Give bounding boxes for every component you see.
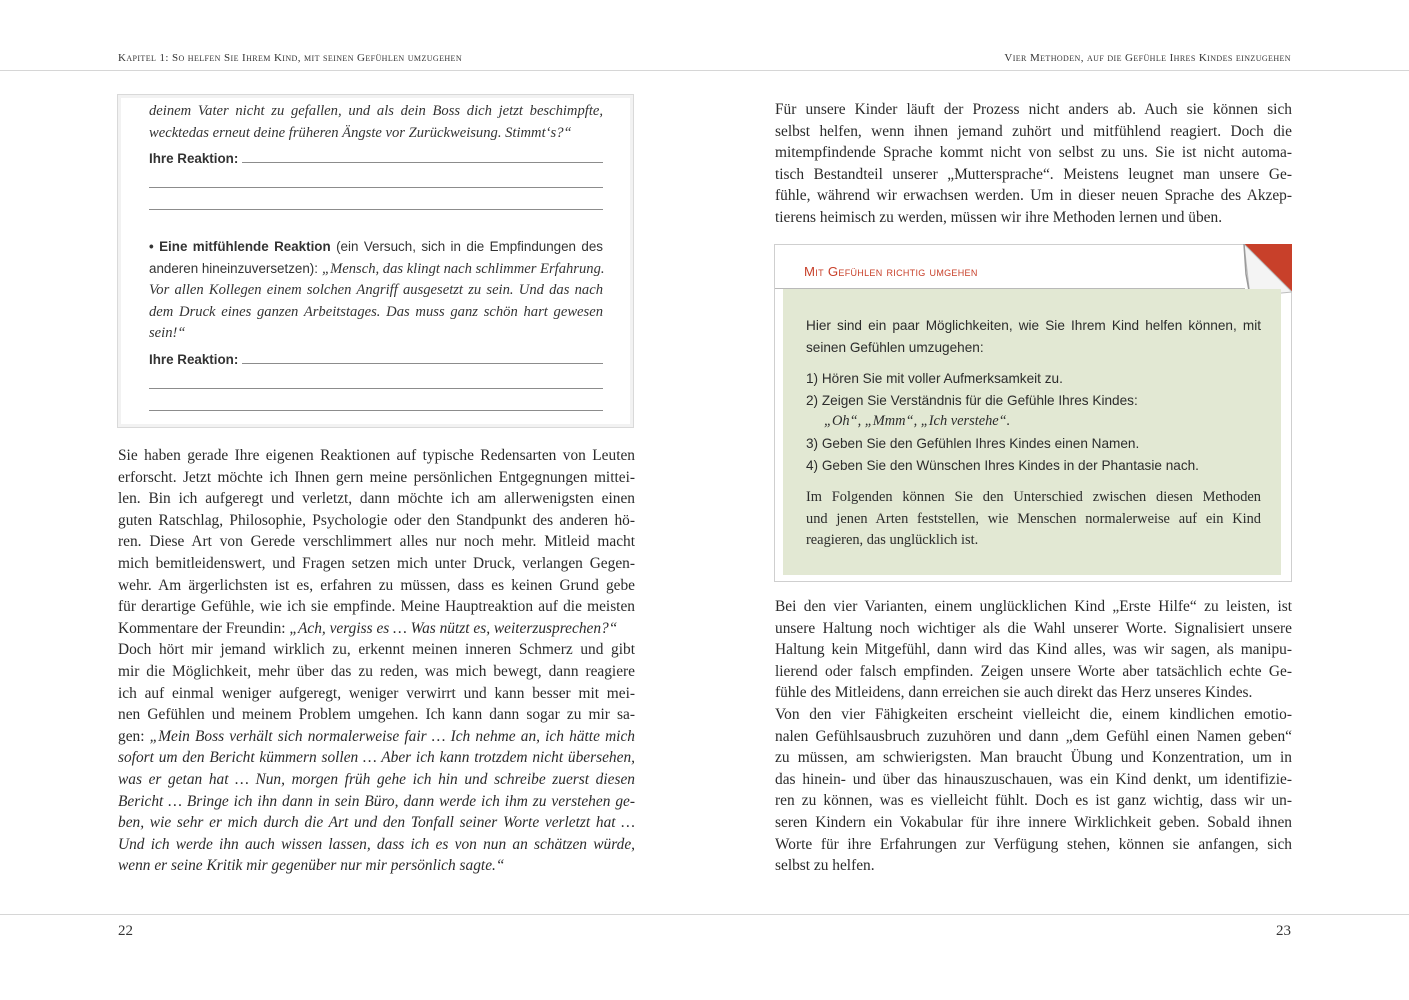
- page-number-left: 22: [118, 923, 133, 939]
- text-line: ren. Diese Art von Gerede verschlimmert alles nur noch mehr. Mitleid macht: [118, 533, 635, 551]
- text-line: selbst zu helfen.: [775, 857, 875, 875]
- text-line: Für unsere Kinder läuft der Prozess nicht anders ab. Auch sie können sich: [775, 101, 1292, 118]
- worksheet-intro-line: deinem Vater nicht zu gefallen, und als dein Boss dich jetzt beschimpfte,: [149, 103, 603, 119]
- reaction-row-2[interactable]: [149, 347, 603, 367]
- running-header-left: Kapitel 1: So helfen Sie Ihrem Kind, mit seinen Gefühlen umzugehen: [118, 52, 463, 64]
- text-line: seren Kindern ein Vokabular für ihre innere Wirklichkeit geben. Sobald ihnen: [775, 813, 1292, 831]
- tips-box-content: [783, 289, 1281, 575]
- text-line: wehr. Am ärgerlichsten ist es, erfahren zu müssen, dass es keinen Grund gebe: [118, 576, 635, 594]
- text-line: Von den vier Fähigkeiten erscheint vielleicht die, einem kindlichen emotio-: [775, 705, 1292, 723]
- reaction-row-1[interactable]: [149, 146, 603, 166]
- text-line: Haltung kein Mitgefühl, dann wird das Kind alles, was wir sagen, als manipu-: [775, 641, 1292, 659]
- text-line: erforscht. Jetzt möchte ich Ihnen gern meine persönlichen Entgegnungen mittei-: [118, 468, 635, 486]
- right-body-paragraph: [775, 596, 1292, 877]
- text-line: für derartige Gefühle, wie ich sie empfinde. Meine Hauptreaktion auf die meisten: [118, 598, 635, 616]
- text-line: Worte für ihre Erfahrungen zur Verfügung stehen, können sie anfangen, sich: [775, 835, 1292, 853]
- text-line: guten Ratschlag, Philosophie, Psychologie oder den Standpunkt des anderen hö-: [118, 511, 635, 529]
- text-quote: „Mein Boss verhält sich normalerweise fair … Ich nehme an, ich hätte mich: [149, 727, 635, 745]
- quote-line: Und ich werde ihn auch wissen lassen, dass ich es von nun an schätzen würde,: [118, 835, 635, 853]
- tips-intro-line: Hier sind ein paar Möglichkeiten, wie Sie Ihrem Kind helfen können, mit: [806, 318, 1261, 333]
- tips-item: 1) Hören Sie mit voller Aufmerksamkeit zu.: [806, 371, 1063, 387]
- tips-item-quote: „Oh“, „Mmm“, „Ich verstehe“.: [824, 413, 1011, 430]
- text-line: Bei den vier Varianten, einem unglücklichen Kind „Erste Hilfe“ zu leisten, ist: [775, 598, 1292, 615]
- text-line: fühle des Mitleidens, dann erreichen sie auch direkt das Herz unseres Kindes.: [775, 684, 1253, 702]
- text-line: tierens heimisch zu werden, müssen wir ihre Methoden lernen und üben.: [775, 208, 1223, 226]
- text-line: nen Gefühlen und meinem Problem umgehen. Ich kann dann sogar zu mir sa-: [118, 706, 635, 724]
- compassion-heading-line: [149, 236, 603, 258]
- text-line: selbst helfen, wenn ihnen jemand zuhört und mitfühlend reagiert. Doch die: [775, 122, 1292, 140]
- tips-intro-line: seinen Gefühlen umzugehen:: [806, 339, 984, 355]
- text-line: fühle, während wir erwachsen werden. Um in dieser neuen Sprache des Akzep-: [775, 187, 1292, 205]
- text-line: unsere Haltung noch wichtiger als die Wahl unserer Worte. Signalisiert unsere: [775, 619, 1292, 637]
- tips-item: 2) Zeigen Sie Verständnis für die Gefühle Ihres Kindes:: [806, 392, 1138, 408]
- answer-blank-line[interactable]: [149, 367, 603, 389]
- compassion-line2-plain: anderen hineinzuversetzen):: [149, 260, 318, 276]
- compassion-quote-line: Vor allen Kollegen einem solchen Angriff ausgesetzt zu sein. Und das nach: [149, 282, 603, 298]
- text-plain: gen:: [118, 727, 145, 745]
- text-line: mir die Möglichkeit, mehr über das zu reden, was mich bewegt, dann reagiere: [118, 662, 635, 680]
- tips-outro-line: Im Folgenden können Sie den Unterschied zwischen diesen Methoden: [806, 489, 1261, 506]
- text-line: zu müssen, am schwierigsten. Man braucht Übung und Konzentration, um in: [775, 749, 1292, 767]
- reaction-answer-line[interactable]: [242, 162, 603, 163]
- text-line: ich auf einmal weniger aufgeregt, weniger verwirrt und kann besser mit mei-: [118, 684, 635, 702]
- worksheet-box: [117, 94, 634, 428]
- right-intro-paragraph: [775, 99, 1292, 229]
- text-line: das hinein- und über das hinauszuschauen, was ein Kind denkt, um identifizie-: [775, 770, 1292, 788]
- quote-line: ben, wie sehr er mich durch die Art und den Tonfall seiner Worte verletzt hat …: [118, 814, 635, 832]
- tips-item: 4) Geben Sie den Wünschen Ihres Kindes in der Phantasie nach.: [806, 457, 1199, 473]
- left-body-paragraph: [118, 445, 635, 877]
- text-plain: Kommentare der Freundin:: [118, 619, 286, 637]
- page-number-right: 23: [1276, 923, 1291, 939]
- tips-box: [774, 244, 1292, 582]
- tips-outro-line: reagieren, das unglücklich ist.: [806, 532, 979, 549]
- text-line: mich bemitleidenswert, und Fragen setzen mich unter Druck, verlangen Gegen-: [118, 554, 635, 572]
- text-line: nalen Gefühlsausbruch zuzuhören und dann „dem Gefühl einen Namen geben“: [775, 727, 1292, 745]
- tips-outro-line: und jenen Arten feststellen, wie Menschen normalerweise auf ein Kind: [806, 510, 1261, 527]
- text-line: Doch hört mir jemand wirklich zu, erkennt meinen inneren Schmerz und gibt: [118, 641, 635, 659]
- quote-line: sofort um den Bericht kümmern sollen … Aber ich kann trotzdem nicht übersehen,: [118, 749, 635, 767]
- text-line: len. Bin ich aufgeregt und verletzt, dann möchte ich am allerwenigsten einen: [118, 490, 635, 508]
- reaction-label: Ihre Reaktion:: [149, 351, 239, 367]
- worksheet-intro-line: wecktedas erneut deine früheren Ängste vor Zurückweisung. Stimmt‘s?“: [149, 124, 572, 141]
- quote-line: wenn er seine Kritik mir gegenüber nur mir persönlich sagte.“: [118, 857, 505, 875]
- tips-box-title: Mit Gefühlen richtig umgehen: [804, 264, 978, 279]
- text-line: ren zu können, was es vielleicht fühlt. Doch es ist ganz wichtig, dass wir un-: [775, 792, 1292, 810]
- reaction-label: Ihre Reaktion:: [149, 151, 239, 166]
- text-line: [118, 726, 635, 748]
- text-line: tisch Bestandteil unserer „Muttersprache“. Meistens leugnet man unsere Ge-: [775, 165, 1292, 183]
- tips-item: 3) Geben Sie den Gefühlen Ihres Kindes einen Namen.: [806, 435, 1140, 451]
- footer-rule: [0, 914, 1409, 915]
- reaction-answer-line[interactable]: [242, 363, 603, 364]
- text-quote: „Ach, vergiss es … Was nützt es, weiterzusprechen?“: [289, 619, 618, 637]
- text-line: [118, 618, 635, 640]
- quote-line: was er getan hat … Nun, morgen früh gehe ich hin und schreibe zuerst diesen: [118, 770, 635, 788]
- compassion-line2-quote: „Mensch, das klingt nach schlimmer Erfahrung.: [321, 260, 605, 277]
- answer-blank-line[interactable]: [149, 188, 603, 210]
- bullet: •: [149, 239, 154, 254]
- compassion-quote-line: sein!“: [149, 325, 186, 341]
- compassion-label: Eine mitfühlende Reaktion: [159, 239, 331, 254]
- compassion-line-2: [149, 258, 603, 281]
- quote-line: Bericht … Bringe ich ihn dann in sein Büro, dann werde ich ihm zu verstehen ge-: [118, 792, 635, 810]
- text-line: mitempfindende Sprache kommt nicht von selbst zu uns. Sie ist nicht automa-: [775, 144, 1292, 162]
- answer-blank-line[interactable]: [149, 389, 603, 411]
- text-line: lierend oder falsch empfinden. Zeigen unsere Worte aber tatsächlich echte Ge-: [775, 662, 1292, 680]
- header-rule: [0, 70, 1409, 71]
- text-line: Sie haben gerade Ihre eigenen Reaktionen auf typische Redensarten von Leuten: [118, 447, 635, 464]
- compassion-paren: (ein Versuch, sich in die Empfindungen des: [336, 239, 604, 254]
- compassion-quote-line: dem Druck eines ganzen Arbeitstages. Das muss ganz schön hart gewesen: [149, 303, 603, 320]
- running-header-right: Vier Methoden, auf die Gefühle Ihres Kindes einzugehen: [1004, 52, 1291, 64]
- answer-blank-line[interactable]: [149, 166, 603, 188]
